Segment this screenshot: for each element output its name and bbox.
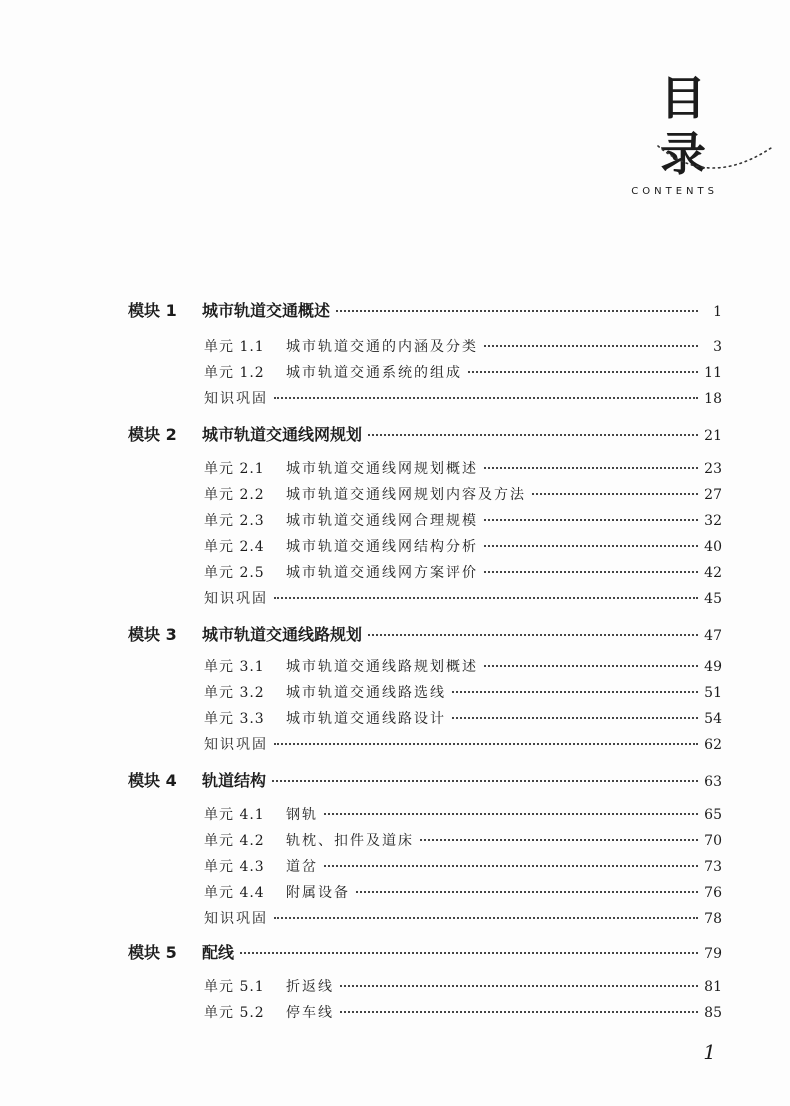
unit-number: 单元 5.1: [204, 979, 265, 995]
unit-title: 知识巩固: [204, 391, 268, 407]
unit-number: 单元 4.3: [204, 859, 265, 875]
toc-unit-entry[interactable]: [128, 536, 722, 556]
module-number: 模块 1: [128, 301, 177, 320]
dot-leader: [484, 345, 698, 347]
toc-unit-entry[interactable]: [128, 458, 722, 478]
dot-leader: [324, 813, 698, 815]
page-ref: 63: [704, 774, 722, 790]
page-title: 目 录: [660, 71, 728, 181]
unit-title: 知识巩固: [204, 911, 268, 927]
toc-module-entry[interactable]: [128, 940, 722, 963]
toc-review-entry[interactable]: [128, 588, 722, 608]
page-ref: 23: [704, 461, 722, 477]
module-title: 城市轨道交通概述: [202, 301, 331, 320]
toc-unit-entry[interactable]: [128, 562, 722, 582]
module-title: 轨道结构: [202, 771, 267, 790]
page-ref: 54: [704, 711, 722, 727]
toc-review-entry[interactable]: [128, 908, 722, 928]
page-ref: 27: [704, 487, 722, 503]
page-ref: 1: [713, 304, 722, 320]
dot-leader: [452, 717, 698, 719]
module-number: 模块 2: [128, 425, 177, 444]
toc-review-entry[interactable]: [128, 388, 722, 408]
page-ref: 62: [704, 737, 722, 753]
page-ref: 42: [704, 565, 722, 581]
page-ref: 18: [704, 391, 722, 407]
toc-module-entry[interactable]: [128, 298, 722, 321]
page-number: 1: [703, 1040, 716, 1064]
unit-title: 城市轨道交通线网规划内容及方法: [286, 487, 526, 503]
dot-leader: [356, 891, 698, 893]
unit-number: 单元 4.4: [204, 885, 265, 901]
module-number: 模块 5: [128, 943, 177, 962]
toc-unit-entry[interactable]: [128, 976, 722, 996]
dotted-arc-ornament: [560, 138, 790, 188]
unit-title: 附属设备: [286, 885, 350, 901]
dot-leader: [452, 691, 698, 693]
module-title: 城市轨道交通线网规划: [202, 425, 363, 444]
dot-leader: [484, 545, 698, 547]
unit-title: 轨枕、扣件及道床: [286, 833, 414, 849]
dot-leader: [484, 467, 698, 469]
dot-leader: [272, 780, 698, 782]
unit-title: 道岔: [286, 859, 318, 875]
page-ref: 3: [713, 339, 722, 355]
page-ref: 79: [704, 946, 722, 962]
unit-number: 单元 1.2: [204, 365, 265, 381]
unit-title: 城市轨道交通线网方案评价: [286, 565, 478, 581]
dot-leader: [368, 434, 698, 436]
unit-title: 折返线: [286, 979, 334, 995]
toc-unit-entry[interactable]: [128, 856, 722, 876]
page-ref: 11: [704, 365, 722, 381]
dot-leader: [340, 1011, 698, 1013]
module-number: 模块 4: [128, 771, 177, 790]
unit-number: 单元 2.5: [204, 565, 265, 581]
toc-unit-entry[interactable]: [128, 708, 722, 728]
unit-title: 城市轨道交通线网结构分析: [286, 539, 478, 555]
page-ref: 65: [704, 807, 722, 823]
toc-unit-entry[interactable]: [128, 830, 722, 850]
page-ref: 76: [704, 885, 722, 901]
unit-number: 单元 2.1: [204, 461, 265, 477]
toc-module-entry[interactable]: [128, 622, 722, 645]
toc-unit-entry[interactable]: [128, 362, 722, 382]
unit-title: 城市轨道交通系统的组成: [286, 365, 462, 381]
page-ref: 78: [704, 911, 722, 927]
page-ref: 45: [704, 591, 722, 607]
toc-unit-entry[interactable]: [128, 336, 722, 356]
unit-title: 知识巩固: [204, 591, 268, 607]
dot-leader: [484, 665, 698, 667]
dot-leader: [484, 519, 698, 521]
page-ref: 51: [704, 685, 722, 701]
page-ref: 47: [704, 628, 722, 644]
toc-unit-entry[interactable]: [128, 656, 722, 676]
dot-leader: [532, 493, 698, 495]
unit-title: 城市轨道交通线网合理规模: [286, 513, 478, 529]
toc-unit-entry[interactable]: [128, 682, 722, 702]
unit-number: 单元 3.1: [204, 659, 265, 675]
page-subtitle: CONTENTS: [631, 186, 718, 197]
module-number: 模块 3: [128, 625, 177, 644]
dot-leader: [274, 597, 698, 599]
dot-leader: [324, 865, 698, 867]
toc-unit-entry[interactable]: [128, 484, 722, 504]
dot-leader: [274, 917, 698, 919]
toc-unit-entry[interactable]: [128, 1002, 722, 1022]
unit-title: 停车线: [286, 1005, 334, 1021]
page-ref: 85: [704, 1005, 722, 1021]
unit-number: 单元 2.2: [204, 487, 265, 503]
toc-module-entry[interactable]: [128, 422, 722, 445]
dot-leader: [368, 634, 698, 636]
dot-leader: [336, 310, 698, 312]
unit-number: 单元 5.2: [204, 1005, 265, 1021]
unit-title: 城市轨道交通线网规划概述: [286, 461, 478, 477]
dot-leader: [340, 985, 698, 987]
unit-title: 城市轨道交通线路选线: [286, 685, 446, 701]
unit-number: 单元 2.3: [204, 513, 265, 529]
dot-leader: [274, 397, 698, 399]
dot-leader: [274, 743, 698, 745]
module-title: 配线: [202, 943, 235, 962]
unit-title: 钢轨: [286, 807, 318, 823]
unit-number: 单元 4.1: [204, 807, 265, 823]
page-ref: 32: [704, 513, 722, 529]
dot-leader: [484, 571, 698, 573]
module-title: 城市轨道交通线路规划: [202, 625, 363, 644]
toc-unit-entry[interactable]: [128, 804, 722, 824]
page-ref: 21: [704, 428, 722, 444]
unit-number: 单元 1.1: [204, 339, 265, 355]
dot-leader: [240, 952, 698, 954]
unit-number: 单元 3.2: [204, 685, 265, 701]
dot-leader: [420, 839, 698, 841]
page-ref: 70: [704, 833, 722, 849]
dot-leader: [468, 371, 698, 373]
toc-review-entry[interactable]: [128, 734, 722, 754]
page-ref: 40: [704, 539, 722, 555]
toc-unit-entry[interactable]: [128, 510, 722, 530]
unit-title: 城市轨道交通的内涵及分类: [286, 339, 478, 355]
toc-unit-entry[interactable]: [128, 882, 722, 902]
toc-module-entry[interactable]: [128, 768, 722, 791]
unit-title: 知识巩固: [204, 737, 268, 753]
unit-title: 城市轨道交通线路规划概述: [286, 659, 478, 675]
unit-number: 单元 2.4: [204, 539, 265, 555]
page-ref: 73: [704, 859, 722, 875]
unit-number: 单元 3.3: [204, 711, 265, 727]
unit-title: 城市轨道交通线路设计: [286, 711, 446, 727]
page-ref: 81: [704, 979, 722, 995]
unit-number: 单元 4.2: [204, 833, 265, 849]
page-ref: 49: [704, 659, 722, 675]
